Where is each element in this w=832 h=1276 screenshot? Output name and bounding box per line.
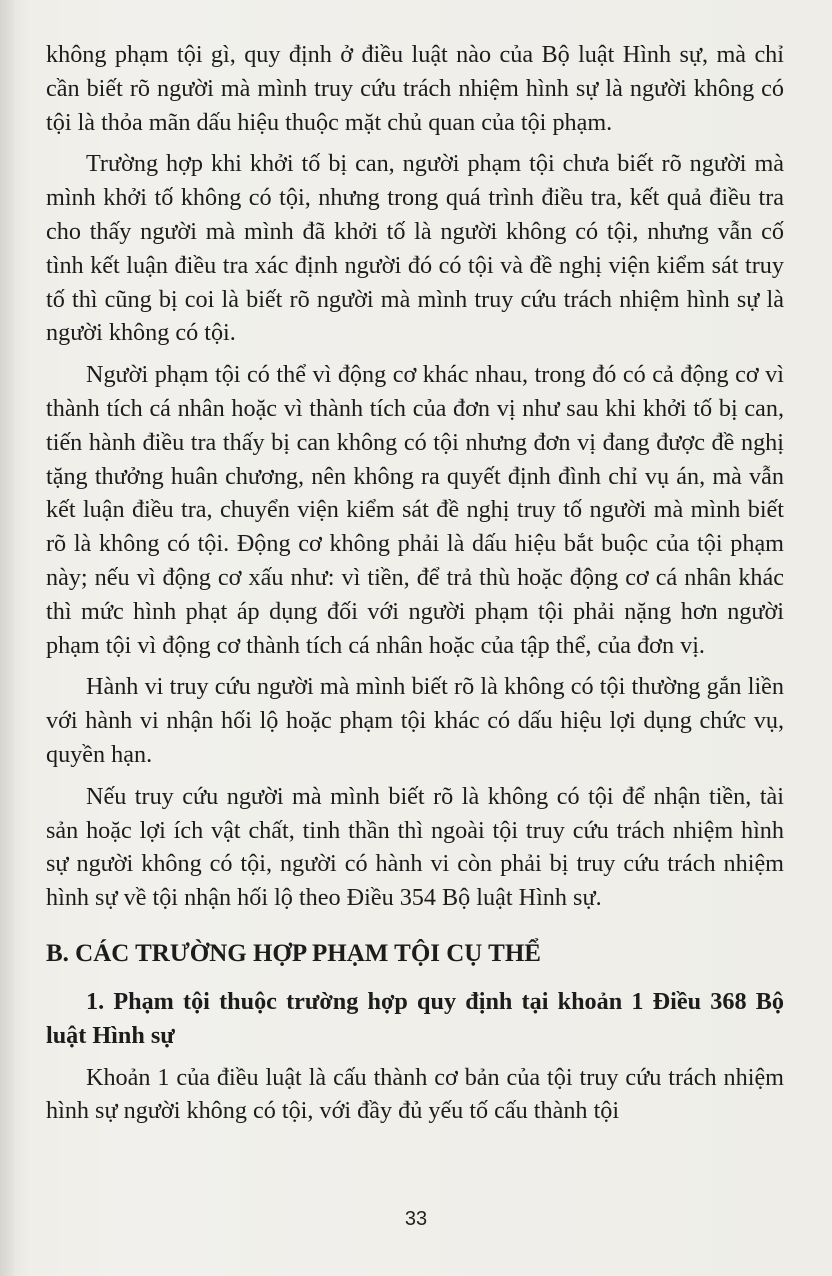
paragraph-4: Hành vi truy cứu người mà mình biết rõ là không có tội thường gắn liền với hành vi nhận hối lộ hoặc phạm tội khác có dấu hiệu lợi dụng chức vụ, quyền hạn.: [46, 673, 784, 768]
paragraph-1: không phạm tội gì, quy định ở điều luật nào của Bộ luật Hình sự, mà chỉ cần biết rõ người mà mình truy cứu trách nhiệm hình sự là người không có tội là thỏa mãn dấu hiệu thuộc mặt chủ quan của tội phạm.: [46, 41, 784, 136]
paragraph-3: Người phạm tội có thể vì động cơ khác nhau, trong đó có cả động cơ vì thành tích cá nhân hoặc vì thành tích của đơn vị như sau khi khởi tố bị can, tiến hành điều tra thấy bị can không có tội nhưng đơn vị đang được đề nghị tặng thưởng huân chương, nên không ra quyết định đình chỉ vụ án, mà vẫn kết luận điều tra, chuyển viện kiểm sát đề nghị truy tố người mà mình biết rõ là không có tội. Động cơ không phải là dấu hiệu bắt buộc của tội phạm này; nếu vì động cơ xấu như: vì tiền, để trả thù hoặc động cơ cá nhân khác thì mức hình phạt áp dụng đối với người phạm tội phải nặng hơn người phạm tội vì động cơ thành tích cá nhân hoặc của tập thể, của đơn vị.: [46, 361, 784, 659]
page-binding-edge: [0, 0, 14, 1276]
paragraph-6: Khoản 1 của điều luật là cấu thành cơ bản của tội truy cứu trách nhiệm hình sự người không có tội, với đầy đủ yếu tố cấu thành tội: [46, 1063, 784, 1125]
subsection-heading: 1. Phạm tội thuộc trường hợp quy định tại khoản 1 Điều 368 Bộ luật Hình sự: [46, 987, 784, 1049]
page-number: 33: [404, 1208, 428, 1230]
page-content: [46, 38, 784, 1128]
paragraph-5: Nếu truy cứu người mà mình biết rõ là không có tội để nhận tiền, tài sản hoặc lợi ích vật chất, tinh thần thì ngoài tội truy cứu trách nhiệm hình sự người không có tội, người có hành vi còn phải bị truy cứu trách nhiệm hình sự về tội nhận hối lộ theo Điều 354 Bộ luật Hình sự.: [46, 782, 784, 912]
section-heading: B. CÁC TRƯỜNG HỢP PHẠM TỘI CỤ THỂ: [46, 939, 541, 967]
paragraph-2: Trường hợp khi khởi tố bị can, người phạm tội chưa biết rõ người mà mình khởi tố không có tội, nhưng trong quá trình điều tra, kết quả điều tra cho thấy người mà mình đã khởi tố là người không có tội, nhưng vẫn cố tình kết luận điều tra xác định người đó có tội và đề nghị viện kiểm sát truy tố thì cũng bị coi là biết rõ người mà mình truy cứu trách nhiệm hình sự là người không có tội.: [46, 150, 784, 347]
